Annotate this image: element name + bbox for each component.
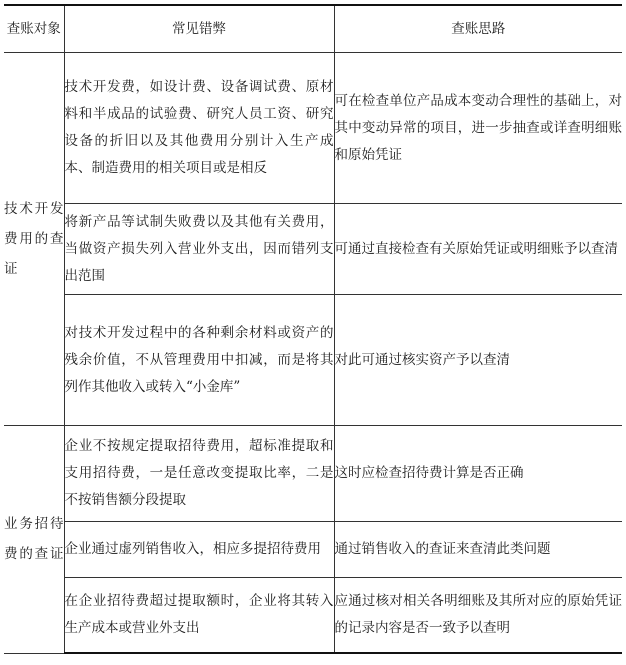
error-cell: 企业不按规定提取招待费用，超标准提取和支用招待费，一是任意改变提取比率，二是不按销售额分段提取 [64,426,334,522]
table-row [4,578,622,654]
error-cell: 技术开发费，如设计费、设备调试费、原材料和半成品的试验费、研究人员工资、研究设备的折旧以及其他费用分别计入生产成本、制造费用的相关项目或是相反 [64,53,334,204]
audit-object-cell: 技术开发费用的查证 [4,53,64,426]
error-cell: 在企业招待费超过提取额时，企业将其转入生产成本或营业外支出 [64,578,334,654]
error-cell: 对技术开发过程中的各种剩余材料或资产的残余价值，不从管理费用中扣减，而是将其列作其他收入或转入“小金库” [64,295,334,426]
approach-cell: 对此可通过核实资产予以查清 [334,295,622,426]
audit-table [4,4,622,654]
approach-cell: 可通过直接检查有关原始凭证或明细账予以查清 [334,204,622,295]
table-row [4,53,622,204]
header-audit-object: 查账对象 [4,5,64,53]
approach-cell: 通过销售收入的查证来查清此类问题 [334,522,622,578]
header-audit-approach: 查账思路 [334,5,622,53]
table-row [4,522,622,578]
error-cell: 将新产品等试制失败费以及其他有关费用，当做资产损失列入营业外支出，因而错列支出范围 [64,204,334,295]
table-row [4,295,622,426]
header-row [4,5,622,53]
header-common-errors: 常见错弊 [64,5,334,53]
error-cell: 企业通过虚列销售收入，相应多提招待费用 [64,522,334,578]
table-row [4,204,622,295]
audit-object-cell: 业务招待费的查证 [4,426,64,654]
approach-cell: 可在检查单位产品成本变动合理性的基础上，对其中变动异常的项目，进一步抽查或详查明细账和原始凭证 [334,53,622,204]
table-row [4,426,622,522]
approach-cell: 这时应检查招待费计算是否正确 [334,426,622,522]
approach-cell: 应通过核对相关各明细账及其所对应的原始凭证的记录内容是否一致予以查明 [334,578,622,654]
